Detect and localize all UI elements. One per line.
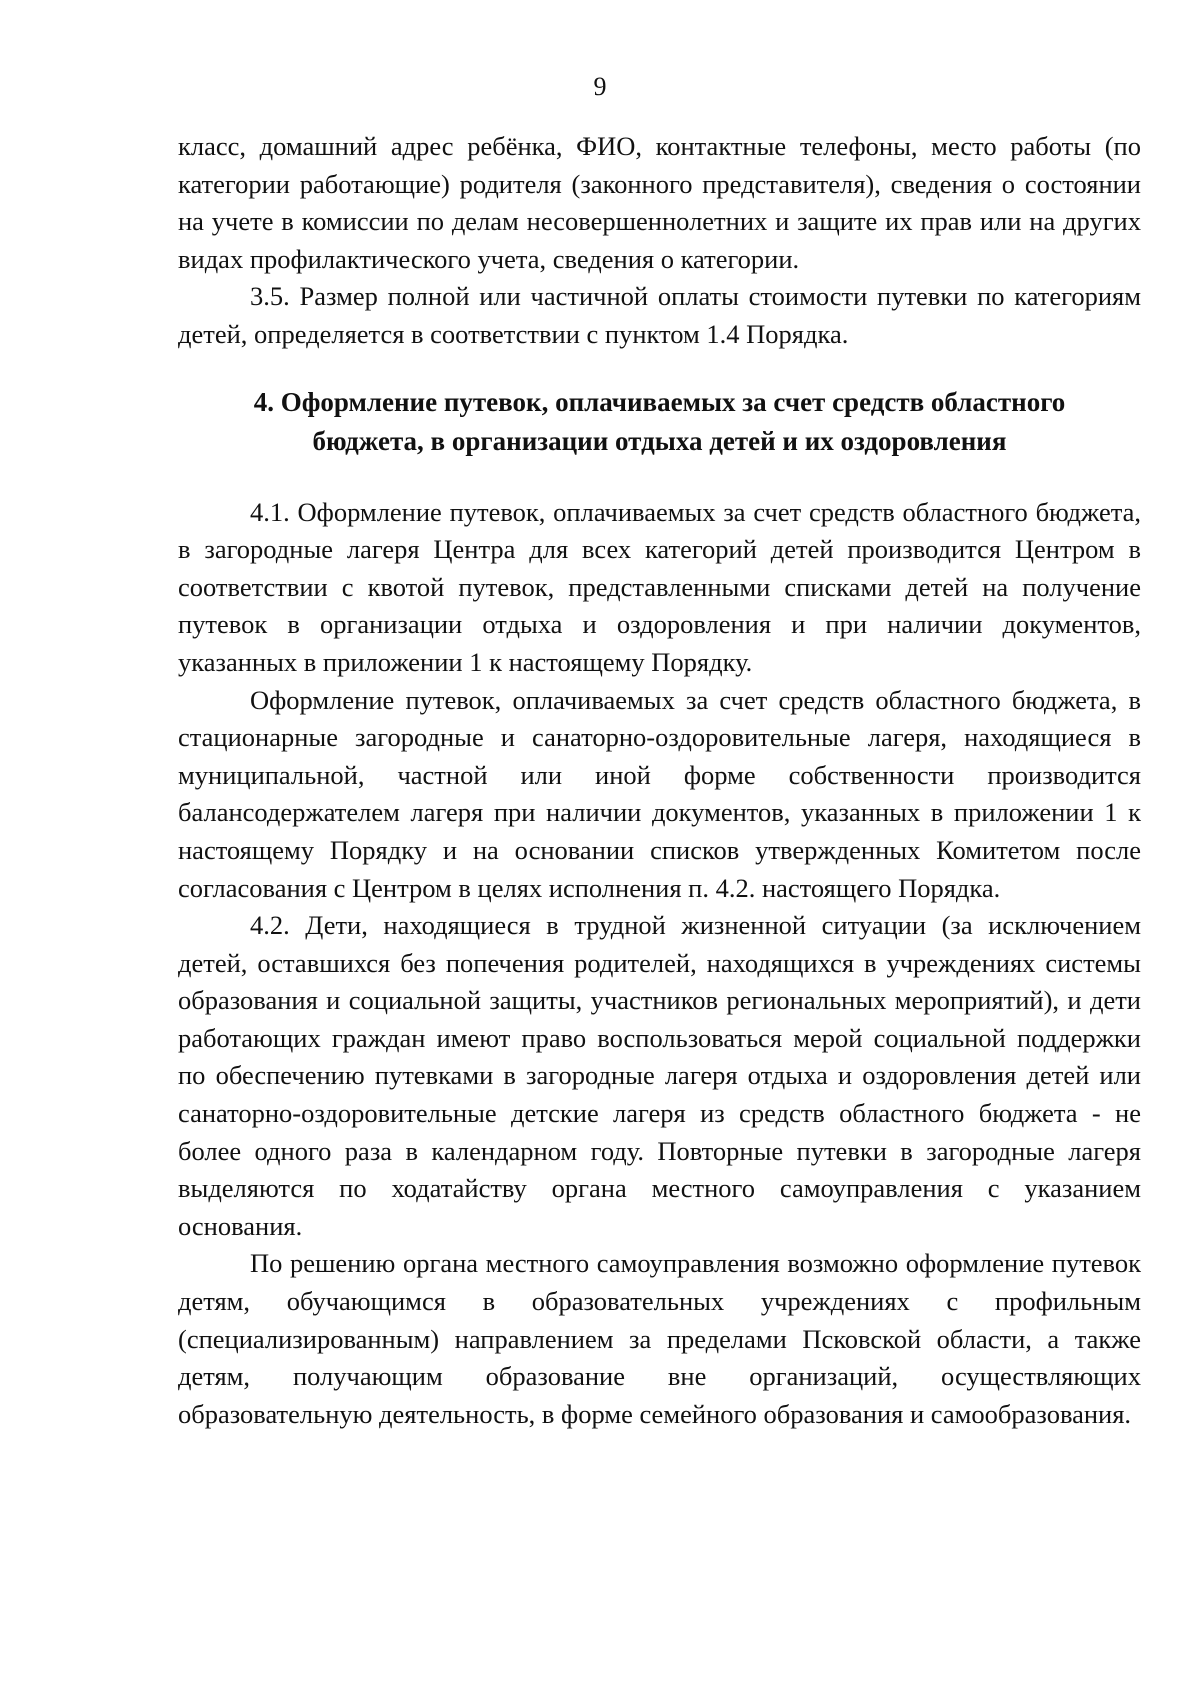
- paragraph-4-2: 4.2. Дети, находящиеся в трудной жизненной ситуации (за исключением детей, оставшихся без попечения родителей, находящихся в учреждениях системы образования и социальной защиты, участников региональных мероприятий), и дети работающих граждан имеют право воспользоваться мерой социальной поддержки по обеспечению путевками в загородные лагеря отдыха и оздоровления детей или санаторно-оздоровительные детские лагеря из средств областного бюджета - не более одного раза в календарном году. Повторные путевки в загородные лагеря выделяются по ходатайству органа местного самоуправления с указанием основания.: [178, 910, 1141, 1241]
- section-4-heading: [178, 383, 1141, 461]
- paragraph-3-5: 3.5. Размер полной или частичной оплаты стоимости путевки по категориям детей, определяется в соответствии с пунктом 1.4 Порядка.: [178, 281, 1141, 349]
- page-number: 9: [593, 72, 607, 101]
- section-heading-line-2: бюджета, в организации отдыха детей и их оздоровления: [312, 425, 1007, 456]
- section-heading-line-1: 4. Оформление путевок, оплачиваемых за счет средств областного: [253, 386, 1066, 417]
- paragraph-4-2-second: По решению органа местного самоуправления возможно оформление путевок детям, обучающимся в образовательных учреждениях с профильным (специализированным) направлением за пределами Псковской области, а также детям, получающим образование вне организаций, осуществляющих образовательную деятельность, в форме семейного образования и самообразования.: [178, 1248, 1141, 1429]
- document-body: [178, 128, 1141, 1433]
- paragraph-4-1-second: Оформление путевок, оплачиваемых за счет средств областного бюджета, в стационарные загородные и санаторно-оздоровительные лагеря, находящиеся в муниципальной, частной или иной форме собственности производится балансодержателем лагеря при наличии документов, указанных в приложении 1 к настоящему Порядку и на основании списков утвержденных Комитетом после согласования с Центром в целях исполнения п. 4.2. настоящего Порядка.: [178, 684, 1141, 903]
- paragraph-4-1: 4.1. Оформление путевок, оплачиваемых за счет средств областного бюджета, в загородные лагеря Центра для всех категорий детей производится Центром в соответствии с квотой путевок, представленными списками детей на получение путевок в организации отдыха и оздоровления и при наличии документов, указанных в приложении 1 к настоящему Порядку.: [178, 496, 1141, 677]
- paragraph-3-4-continuation: класс, домашний адрес ребёнка, ФИО, контактные телефоны, место работы (по категории работающие) родителя (законного представителя), сведения о состоянии на учете в комиссии по делам несовершеннолетних и защите их прав или на других видах профилактического учета, сведения о категории.: [178, 131, 1141, 274]
